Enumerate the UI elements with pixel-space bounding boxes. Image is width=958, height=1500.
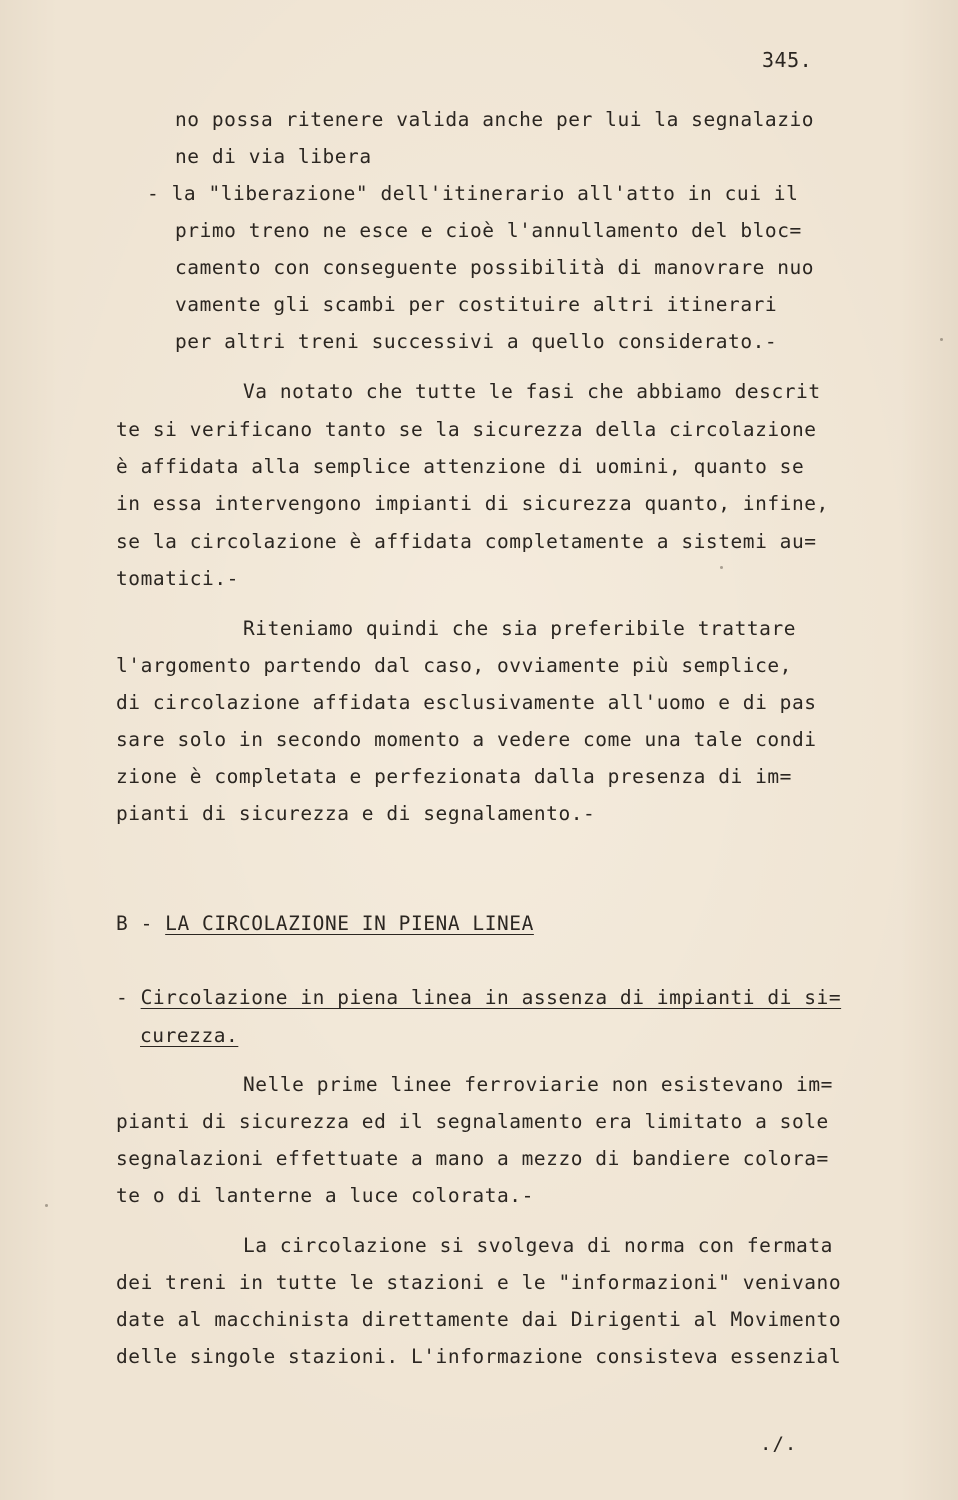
page-number: 345.: [762, 48, 813, 72]
paragraph-first-line: Va notato che tutte le fasi che abbiamo descrit: [243, 380, 821, 403]
text-line: ne di via libera: [175, 145, 372, 168]
subsection-prefix: -: [116, 986, 141, 1009]
text-line: te o di lanterne a luce colorata.-: [116, 1184, 534, 1207]
continuation-mark: ./.: [760, 1433, 798, 1455]
text-line: delle singole stazioni. L'informazione consisteva essenzial: [116, 1345, 842, 1368]
paper-speck: [940, 338, 943, 341]
section-heading: [116, 912, 534, 936]
paragraph-first-line: Nelle prime linee ferroviarie non esistevano im=: [243, 1073, 833, 1096]
paper-speck: [45, 1204, 48, 1207]
text-line: pianti di sicurezza e di segnalamento.-: [116, 802, 596, 825]
subsection-title: Circolazione in piena linea in assenza di impianti di si=: [140, 986, 842, 1009]
paragraph-first-line: La circolazione si svolgeva di norma con fermata: [243, 1234, 833, 1257]
text-line: pianti di sicurezza ed il segnalamento era limitato a sole: [116, 1110, 829, 1133]
text-line: se la circolazione è affidata completamente a sistemi au=: [116, 530, 817, 553]
text-line: zione è completata e perfezionata dalla presenza di im=: [116, 765, 792, 788]
text-line: segnalazioni effettuate a mano a mezzo di bandiere colora=: [116, 1147, 829, 1170]
subsection-title-continued: curezza.: [140, 1024, 239, 1047]
text-line: per altri treni successivi a quello considerato.-: [175, 330, 778, 353]
text-line: date al macchinista direttamente dai Dirigenti al Movimento: [116, 1308, 842, 1331]
text-line: tomatici.-: [116, 567, 239, 590]
text-line: è affidata alla semplice attenzione di uomini, quanto se: [116, 455, 805, 478]
text-line: primo treno ne esce e cioè l'annullamento del bloc=: [175, 219, 802, 242]
paragraph-first-line: Riteniamo quindi che sia preferibile trattare: [243, 617, 797, 640]
list-item-line: - la "liberazione" dell'itinerario all'atto in cui il: [147, 182, 799, 205]
text-line: in essa intervengono impianti di sicurezza quanto, infine,: [116, 492, 829, 515]
subsection-heading: [116, 986, 841, 1010]
section-title: LA CIRCOLAZIONE IN PIENA LINEA: [165, 912, 534, 935]
text-line: di circolazione affidata esclusivamente all'uomo e di pas: [116, 691, 817, 714]
section-prefix: B -: [116, 912, 166, 935]
text-line: camento con conseguente possibilità di manovrare nuo: [175, 256, 815, 279]
text-line: vamente gli scambi per costituire altri itinerari: [175, 293, 778, 316]
text-line: l'argomento partendo dal caso, ovviamente più semplice,: [116, 654, 792, 677]
text-line: te si verificano tanto se la sicurezza della circolazione: [116, 418, 817, 441]
text-line: sare solo in secondo momento a vedere come una tale condi: [116, 728, 817, 751]
paper-speck: [720, 566, 723, 569]
text-line: no possa ritenere valida anche per lui la segnalazio: [175, 108, 815, 131]
text-line: dei treni in tutte le stazioni e le "informazioni" venivano: [116, 1271, 842, 1294]
